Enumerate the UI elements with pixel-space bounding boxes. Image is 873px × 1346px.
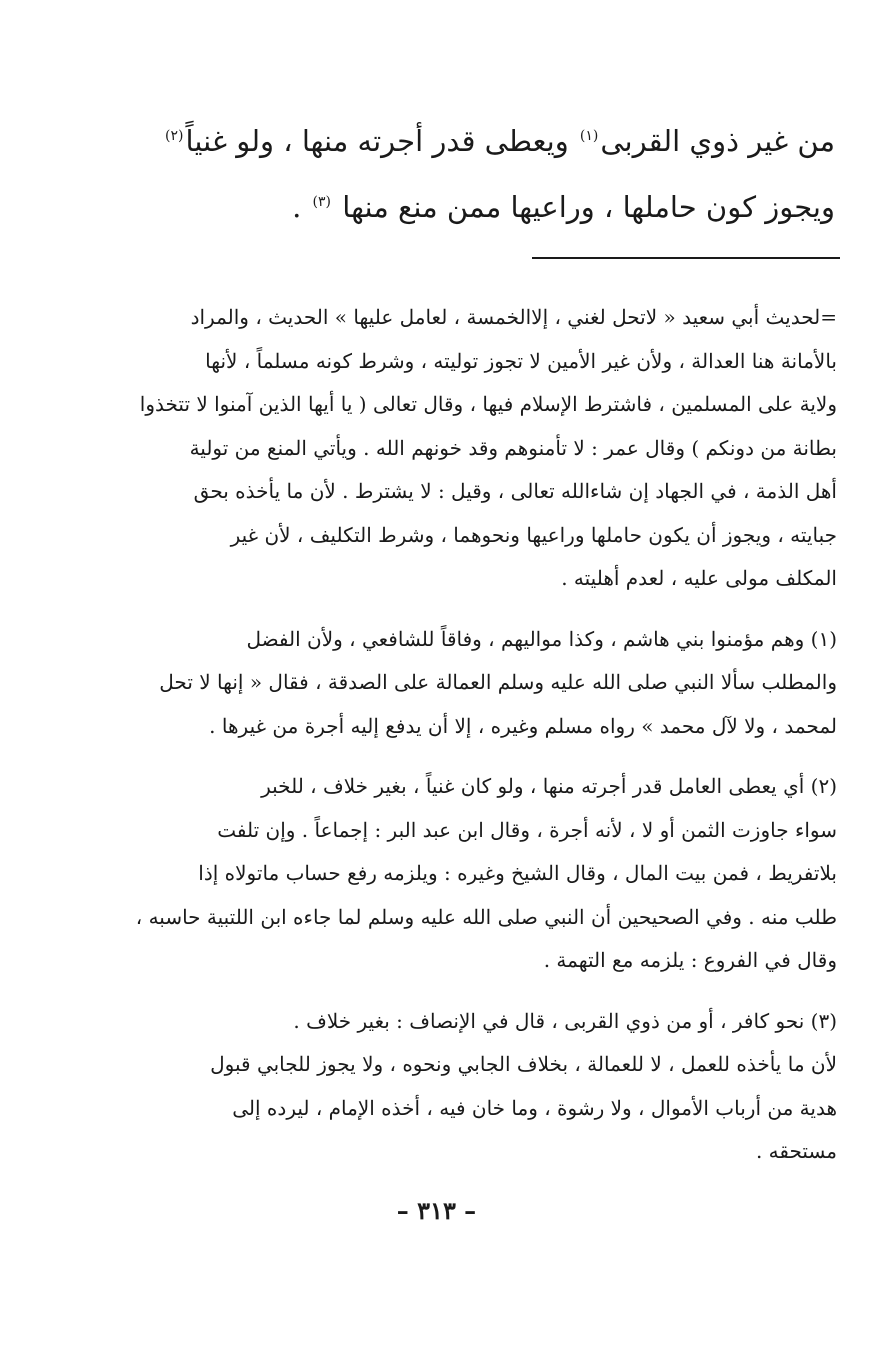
footnote-line: (٣) نحو كافر ، أو من ذوي القربى ، قال في الإنصاف : بغير خلاف .: [293, 1008, 837, 1033]
footnote-line: سواء جاوزت الثمن أو لا ، لأنه أجرة ، وقال ابن عبد البر : إجماعاً . وإن تلفت: [217, 817, 837, 842]
footnote-line: ولاية على المسلمين ، فاشترط الإسلام فيها ، وقال تعالى ( يا أيها الذين آمنوا لا تتخذوا: [139, 392, 837, 416]
footnote-line: بالأمانة هنا العدالة ، ولأن غير الأمين لا تجوز توليته ، وشرط كونه مسلماً ، لأنها: [205, 348, 837, 373]
footnote-line: لأن ما يأخذه للعمل ، لا للعمالة ، بخلاف الجابي ونحوه ، ولا يجوز للجابي قبول: [210, 1052, 837, 1076]
main-text-line: [45, 174, 835, 240]
main-text-segment: من غير ذوي القربى: [600, 124, 835, 158]
footnote-line: طلب منه . وفي الصحيحين أن النبي صلى الله عليه وسلم لما جاءه ابن اللتبية حاسبه ،: [135, 904, 837, 929]
main-text-line: [45, 108, 835, 174]
footnote-line: بطانة من دونكم ) وقال عمر : لا تأمنوهم وقد خونهم الله . ويأتي المنع من تولية: [189, 435, 837, 460]
footnote-line: =لحديث أبي سعيد « لاتحل لغني ، إلاالخمسة ، لعامل عليها » الحديث ، والمراد: [190, 305, 837, 329]
footnote-line: لمحمد ، ولا لآل محمد » رواه مسلم وغيره ، إلا أن يدفع إليه أجرة من غيرها .: [209, 713, 837, 738]
footnote-continuation: [37, 296, 837, 601]
footnote-line: المكلف مولى عليه ، لعدم أهليته .: [561, 566, 837, 590]
footnote-line: وقال في الفروع : يلزمه مع التهمة .: [543, 948, 837, 972]
footnote-line: بلاتفريط ، فمن بيت المال ، وقال الشيخ وغيره : ويلزمه رفع حساب ماتولاه إذا: [198, 861, 837, 885]
footnotes: [37, 296, 837, 1191]
footnote-1: [37, 618, 837, 749]
footnote-line: جبايته ، ويجوز أن يكون حاملها وراعيها ونحوهما ، وشرط التكليف ، لأن غير: [230, 522, 837, 547]
footnote-2: [37, 765, 837, 983]
footnote-marker: (٣): [312, 194, 332, 211]
footnote-line: هدية من أرباب الأموال ، ولا رشوة ، وما خان فيه ، أخذه الإمام ، ليرده إلى: [232, 1095, 837, 1120]
main-text-segment: .: [292, 190, 302, 224]
page-number: – ٣١٣ –: [396, 1196, 477, 1225]
footnote-line: مستحقه .: [755, 1139, 837, 1163]
footnote-marker: (١): [579, 128, 599, 145]
footnote-line: (٢) أي يعطى العامل قدر أجرته منها ، ولو كان غنياً ، بغير خلاف ، للخبر: [261, 774, 837, 798]
footnote-3: [37, 1000, 837, 1174]
footnote-marker: (٢): [165, 128, 184, 145]
main-text-segment: ويجوز كون حاملها ، وراعيها ممن منع منها: [342, 190, 835, 224]
footnote-line: (١) وهم مؤمنوا بني هاشم ، وكذا مواليهم ، وفاقاً للشافعي ، ولأن الفضل: [246, 626, 837, 651]
footnote-line: والمطلب سألا النبي صلى الله عليه وسلم العمالة على الصدقة ، فقال « إنها لا تحل: [159, 670, 837, 694]
footnote-line: أهل الذمة ، في الجهاد إن شاءالله تعالى ، وقيل : لا يشترط . لأن ما يأخذه بحق: [193, 479, 837, 503]
footnote-separator: [532, 257, 840, 259]
main-text-segment: ويعطى قدر أجرته منها ، ولو غنياً: [185, 124, 569, 158]
main-text: [45, 108, 835, 240]
